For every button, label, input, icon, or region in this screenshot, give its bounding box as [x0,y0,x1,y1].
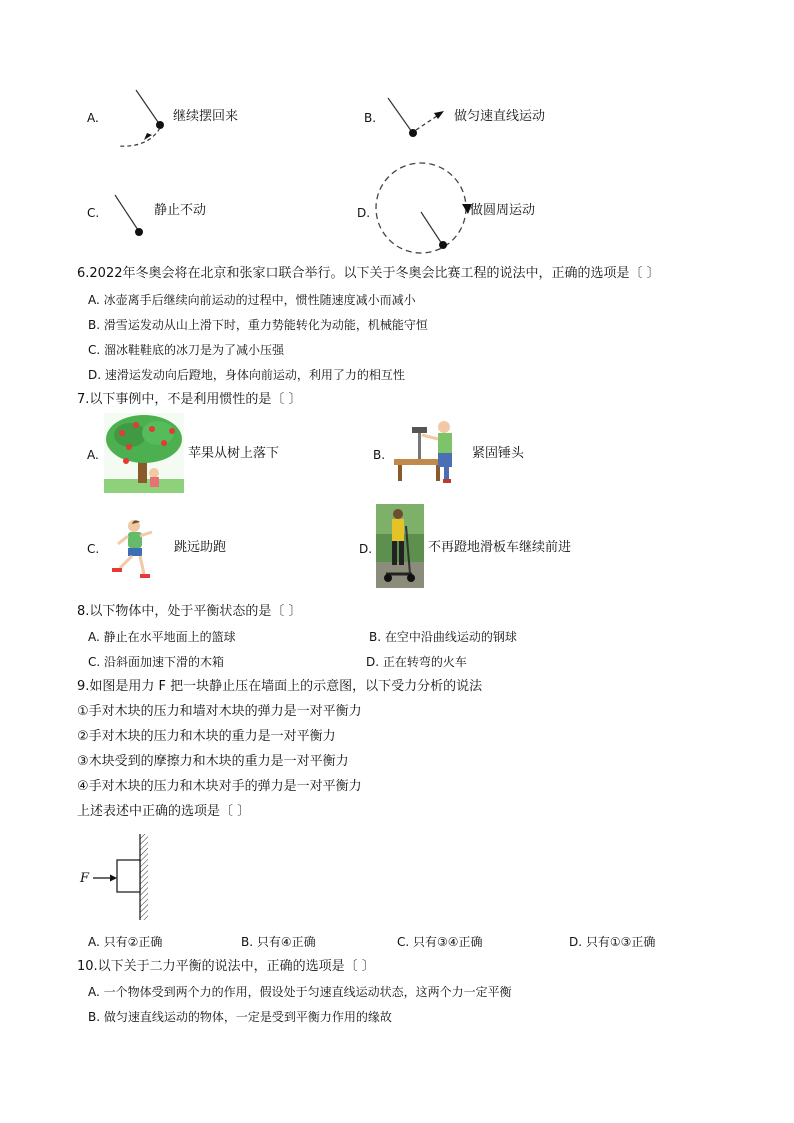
option-d: D. 只有①③正确 [569,935,656,949]
question-stem: 7.以下事例中，不是利用惯性的是〔 〕 [77,392,302,407]
statement-1: ①手对木块的压力和墙对木块的弹力是一对平衡力 [77,704,362,719]
option-letter: D. [357,206,371,220]
option-text: 不再蹬地滑板车继续前进 [428,540,572,555]
option-b: B. 只有④正确 [241,935,316,949]
statement-3: ③木块受到的摩擦力和木块的重力是一对平衡力 [77,754,349,769]
option-b: B. 在空中沿曲线运动的钢球 [369,630,517,644]
option-text: 苹果从树上落下 [188,446,280,461]
option-c: C. 溜冰鞋鞋底的冰刀是为了减小压强 [88,343,285,357]
option-text: 静止不动 [154,203,207,218]
option-letter: C. [87,206,100,220]
question-stem: 6.2022年冬奥会将在北京和张家口联合举行。以下关于冬奥会比赛工程的说法中，正确的选项是〔 〕 [77,266,660,281]
option-d: D. 速滑运发动向后蹬地，身体向前运动，利用了力的相互性 [88,368,405,382]
question-stem: 8.以下物体中，处于平衡状态的是〔 〕 [77,604,302,619]
force-label: F [80,871,90,886]
option-b: B. 做匀速直线运动的物体，一定是受到平衡力作用的缘故 [88,1010,392,1024]
option-text: 跳远助跑 [174,540,227,555]
option-b: B. 滑雪运发动从山上滑下时，重力势能转化为动能，机械能守恒 [88,318,428,332]
option-text: 做匀速直线运动 [454,109,546,124]
option-text: 紧固锤头 [472,446,525,461]
option-d: D. 正在转弯的火车 [366,655,467,669]
option-letter: A. [87,448,99,462]
option-letter: D. [359,542,373,556]
option-text: 继续摆回来 [173,109,239,124]
statement-2: ②手对木块的压力和木块的重力是一对平衡力 [77,729,336,744]
question-stem: 10.以下关于二力平衡的说法中，正确的选项是〔 〕 [77,959,375,974]
option-a: A. 一个物体受到两个力的作用，假设处于匀速直线运动状态，这两个力一定平衡 [88,985,512,999]
option-c: C. 只有③④正确 [397,935,483,949]
statement-4: ④手对木块的压力和木块对手的弹力是一对平衡力 [77,779,362,794]
option-a: A. 冰壶离手后继续向前运动的过程中，惯性随速度减小而减小 [88,293,416,307]
option-text: 做圆周运动 [470,203,536,218]
question-stem: 9.如图是用力 F 把一块静止压在墙面上的示意图，以下受力分析的说法 [77,679,483,694]
option-a: A. 只有②正确 [88,935,163,949]
question-prompt: 上述表述中正确的选项是〔 〕 [77,804,251,819]
option-letter: A. [87,111,99,125]
option-letter: B. [373,448,386,462]
option-letter: C. [87,542,100,556]
option-a: A. 静止在水平地面上的篮球 [88,630,236,644]
option-letter: B. [364,111,377,125]
option-c: C. 沿斜面加速下滑的木箱 [88,655,225,669]
